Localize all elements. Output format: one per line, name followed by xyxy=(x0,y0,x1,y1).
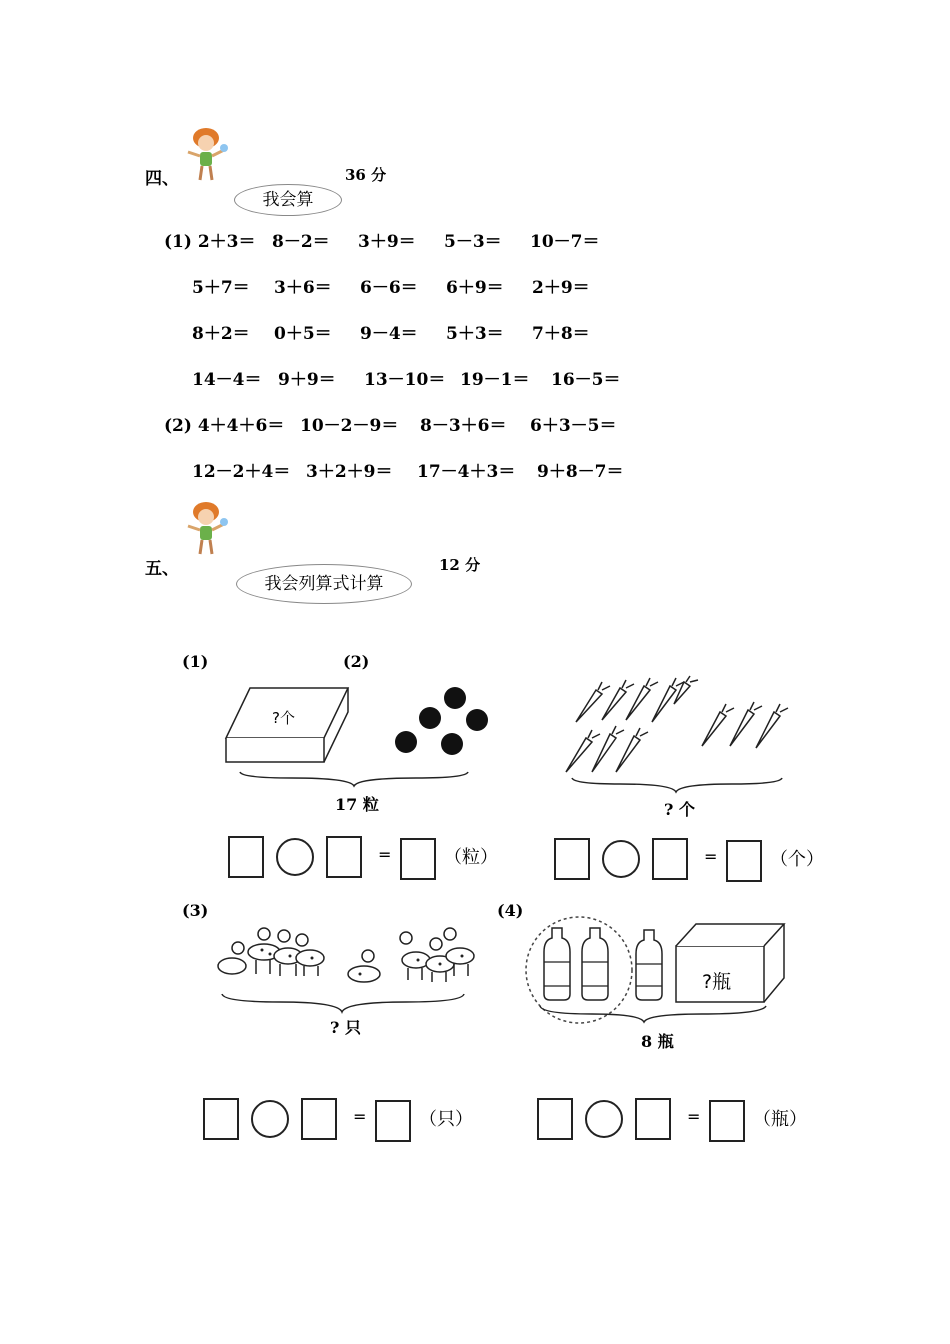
equation: 9－4＝ xyxy=(360,324,418,344)
equation: 6＋3－5＝ xyxy=(530,416,617,436)
section-5-score: 12 分 xyxy=(439,556,481,574)
deer-illustration xyxy=(210,920,480,1020)
bubble-lie-suan-shi xyxy=(236,564,412,604)
section-4-label: 四、 xyxy=(145,169,179,189)
equation: 16－5＝ xyxy=(551,370,621,390)
equation: 8－3＋6＝ xyxy=(420,416,507,436)
unit-label: （瓶） xyxy=(753,1109,807,1130)
section-5-label: 五、 xyxy=(145,559,179,579)
equation: 6－6＝ xyxy=(360,278,418,298)
equation: 8－2＝ xyxy=(272,232,330,252)
bubble-wo-hui-suan xyxy=(234,184,342,216)
equation: (2) 4＋4＋6＝ xyxy=(164,416,285,436)
answer-box[interactable] xyxy=(635,1098,671,1140)
answer-box[interactable] xyxy=(709,1100,745,1142)
problem-2-total: ? 个 xyxy=(664,800,695,819)
problem-3-number: (3) xyxy=(182,901,209,920)
problem-2-number: (2) xyxy=(343,652,370,671)
problem-4-total: 8 瓶 xyxy=(641,1032,674,1051)
answer-box[interactable] xyxy=(400,838,436,880)
answer-box[interactable] xyxy=(652,838,688,880)
equation: 3＋2＋9＝ xyxy=(306,462,393,482)
equals-sign: = xyxy=(378,845,392,864)
box-question-label: ?个 xyxy=(272,709,295,727)
equals-sign: = xyxy=(704,847,718,866)
answer-box[interactable] xyxy=(726,840,762,882)
equals-sign: = xyxy=(687,1107,701,1126)
equation: 10－7＝ xyxy=(530,232,600,252)
carrots-illustration xyxy=(560,676,806,794)
equation: 6＋9＝ xyxy=(446,278,504,298)
answer-box[interactable] xyxy=(228,836,264,878)
girl-mascot-icon xyxy=(184,500,230,556)
girl-mascot-icon xyxy=(184,126,230,182)
equation: 8＋2＝ xyxy=(192,324,250,344)
equation: 9＋9＝ xyxy=(278,370,336,390)
equation: 5＋7＝ xyxy=(192,278,250,298)
equation: 12－2＋4＝ xyxy=(192,462,291,482)
operator-circle[interactable] xyxy=(276,838,314,876)
equation: 5－3＝ xyxy=(444,232,502,252)
equation: 0＋5＝ xyxy=(274,324,332,344)
answer-box[interactable] xyxy=(375,1100,411,1142)
unit-label: （只） xyxy=(419,1109,473,1130)
equation: (1) 2＋3＝ xyxy=(164,232,256,252)
problem-1-number: (1) xyxy=(182,652,209,671)
operator-circle[interactable] xyxy=(602,840,640,878)
answer-box[interactable] xyxy=(326,836,362,878)
equation: 17－4＋3＝ xyxy=(417,462,516,482)
equation: 3＋9＝ xyxy=(358,232,416,252)
equals-sign: = xyxy=(353,1107,367,1126)
equation: 10－2－9＝ xyxy=(300,416,399,436)
bottles-illustration xyxy=(522,918,786,1028)
answer-box[interactable] xyxy=(554,838,590,880)
answer-box[interactable] xyxy=(203,1098,239,1140)
equation: 7＋8＝ xyxy=(532,324,590,344)
section-4-score: 36 分 xyxy=(345,166,387,184)
operator-circle[interactable] xyxy=(251,1100,289,1138)
bubble-text: 我会列算式计算 xyxy=(264,574,384,594)
problem-3-total: ? 只 xyxy=(330,1018,361,1037)
equation: 5＋3＝ xyxy=(446,324,504,344)
answer-box[interactable] xyxy=(301,1098,337,1140)
equation: 3＋6＝ xyxy=(274,278,332,298)
answer-box[interactable] xyxy=(537,1098,573,1140)
operator-circle[interactable] xyxy=(585,1100,623,1138)
equation: 2＋9＝ xyxy=(532,278,590,298)
box-question-label: ?瓶 xyxy=(702,971,732,993)
equation: 14－4＝ xyxy=(192,370,262,390)
equation: 13－10＝ xyxy=(364,370,446,390)
unit-label: （个） xyxy=(770,849,824,870)
unit-label: （粒） xyxy=(444,847,498,868)
problem-1-total: 17 粒 xyxy=(335,795,379,814)
candy-box-illustration xyxy=(222,686,492,786)
equation: 19－1＝ xyxy=(460,370,530,390)
equation: 9＋8－7＝ xyxy=(537,462,624,482)
bubble-text: 我会算 xyxy=(262,190,314,210)
problem-4-number: (4) xyxy=(497,901,524,920)
